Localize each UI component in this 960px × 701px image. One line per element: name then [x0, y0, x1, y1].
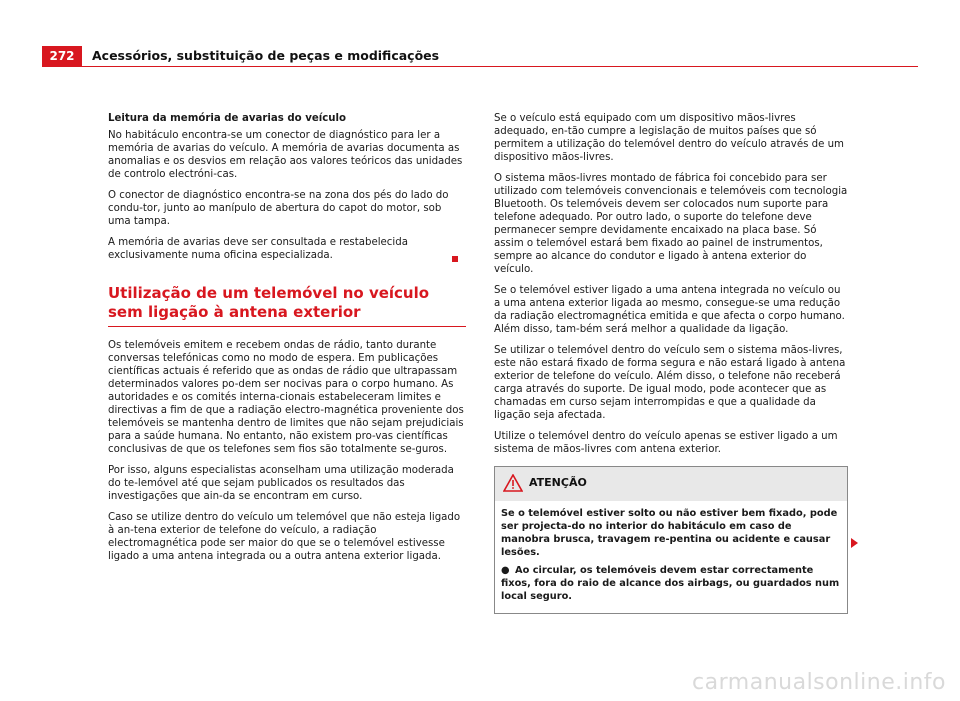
paragraph: O sistema mãos-livres montado de fábrica foi concebido para ser utilizado com telemóveis convencionais e telemóveis com tecnologia Bluetooth. Os telemóveis devem ser colocados num suporte para telefone adequado. Por outro lado, o suporte do telefone deve permanecer sempre devidamente encaixado na placa base. Só assim o telemóvel estará bem fixado ao painel de instrumentos, sempre ao alcance do condutor e ligado à antena exterior do veículo. [494, 173, 848, 275]
paragraph: No habitáculo encontra-se um conector de diagnóstico para ler a memória de avarias do veículo. A memória de avarias documenta as anomalias e os desvios em relação aos valores teóricos das unidades de controlo electróni-cas. [108, 130, 463, 180]
watermark: carmanualsonline.info [692, 670, 946, 695]
chapter-title: Acessórios, substituição de peças e modificações [92, 48, 440, 63]
bullet-icon: ● [501, 565, 510, 576]
paragraph: Se o telemóvel estiver ligado a uma antena integrada no veículo ou a uma antena exterior ligada ao mesmo, consegue-se uma redução da radiação electromagnética emitida e que afecta o corpo humano. Além disso, tam-bém será melhor a qualidade da ligação. [494, 285, 845, 335]
paragraph: Se utilizar o telemóvel dentro do veículo sem o sistema mãos-livres, este não estará fixado de forma segura e não estará ligado à antena exterior de telefone do veículo. Além disso, o telefone não receberá carga através do suporte. De igual modo, pode acontecer que as chamadas em curso sejam interrompidas e que a qualidade da ligação seja afectada. [494, 345, 846, 421]
page-header [42, 46, 918, 66]
section-title: Utilização de um telemóvel no veículo sem ligação à antena exterior [108, 284, 466, 327]
paragraph: O conector de diagnóstico encontra-se na zona dos pés do lado do condu-tor, junto ao manípulo de abertura do capot do motor, sob uma tampa. [108, 190, 449, 227]
section-end-marker-icon [452, 256, 458, 262]
left-column [108, 112, 466, 571]
warning-body [495, 501, 847, 613]
warning-label: ATENÇÃO [529, 476, 587, 489]
warning-bullet-item [501, 564, 841, 603]
header-divider [42, 66, 918, 67]
warning-text: Se o telemóvel estiver solto ou não estiver bem fixado, pode ser projecta-do no interior do habitáculo em caso de manobra brusca, travagem re-pentina ou acidente e causar lesões. [501, 508, 838, 558]
warning-text: Ao circular, os telemóveis devem estar correctamente fixos, fora do raio de alcance dos airbags, ou guardados num local seguro. [501, 565, 840, 602]
continue-arrow-icon [851, 538, 858, 548]
page-number: 272 [42, 46, 82, 66]
subheading-fault-memory: Leitura da memória de avarias do veículo [108, 113, 347, 124]
paragraph: A memória de avarias deve ser consultada e restabelecida exclusivamente numa oficina especializada. [108, 237, 408, 261]
warning-header [495, 467, 847, 501]
warning-box [494, 466, 848, 614]
right-column [494, 112, 848, 614]
paragraph: Caso se utilize dentro do veículo um telemóvel que não esteja ligado à an-tena exterior de telefone do veículo, a radiação electromagnética pode ser maior do que se o telemóvel estivesse ligado a uma antena integrada ou a outra antena exterior ligada. [108, 512, 461, 562]
paragraph: Por isso, alguns especialistas aconselham uma utilização moderada do te-lemóvel até que sejam publicados os resultados das investigações que ain-da se encontram em curso. [108, 465, 454, 502]
warning-triangle-icon [503, 474, 523, 492]
paragraph: Os telemóveis emitem e recebem ondas de rádio, tanto durante conversas telefónicas como no modo de espera. Em publicações científicas actuais é referido que as ondas de rádio que ultrapassam determinados valores po-dem ser nocivas para o corpo humano. As autoridades e os comités interna-cionais estabeleceram limites e directivas a fim de que a radiação electro-magnética proveniente dos telemóveis se mantenha dentro de limites que não sejam prejudiciais para a saúde humana. No entanto, não existem pro-vas científicas conclusivas de que os telefones sem fios são totalmente se-guros. [108, 340, 464, 455]
paragraph: Se o veículo está equipado com um dispositivo mãos-livres adequado, en-tão cumpre a legislação de muitos países que só permitem a utilização do telemóvel dentro do veículo através de um dispositivo mãos-livres. [494, 113, 844, 163]
paragraph: Utilize o telemóvel dentro do veículo apenas se estiver ligado a um sistema de mãos-livres com antena exterior. [494, 431, 838, 455]
